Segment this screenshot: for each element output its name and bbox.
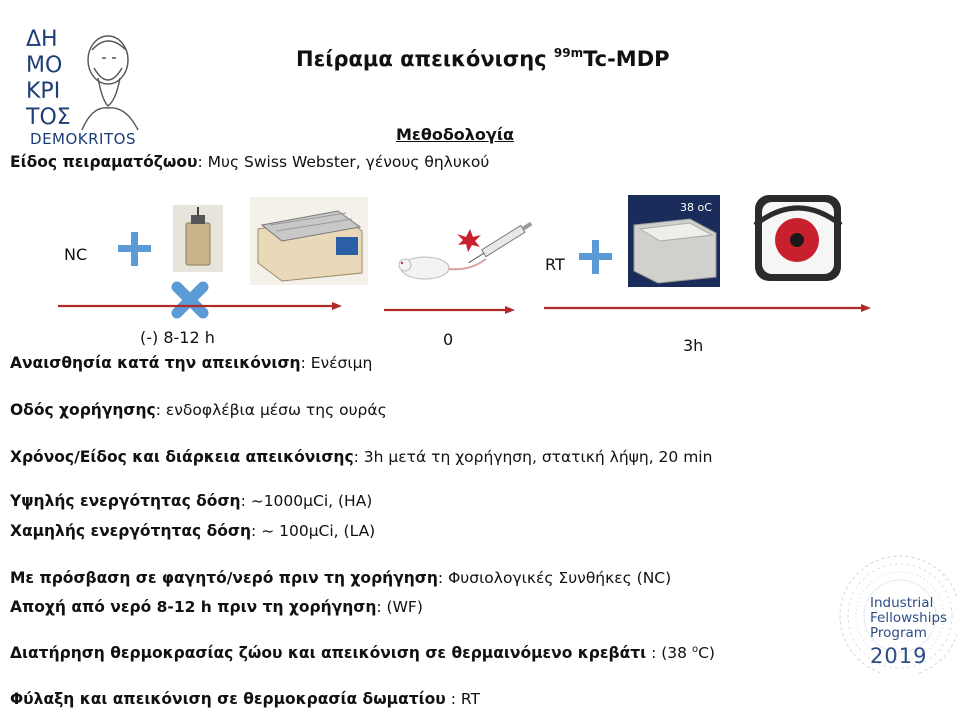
food-access-label: Με πρόσβαση σε φαγητό/νερό πριν τη χορήγηση — [10, 569, 438, 587]
low-dose-label: Χαμηλής ενεργότητας δόση — [10, 522, 252, 540]
timing-line — [10, 448, 712, 466]
room-temperature-value: : RT — [445, 690, 480, 708]
timeline-arrow-injection — [384, 306, 515, 314]
demokritos-emblem — [22, 20, 142, 142]
nc-label: NC — [64, 245, 88, 264]
timing-value: : 3h μετά τη χορήγηση, στατική λήψη, 20 min — [353, 448, 713, 466]
high-dose-label: Υψηλής ενεργότητας δόση — [10, 492, 241, 510]
food-access-value: : Φυσιολογικές Συνθήκες (NC) — [437, 569, 672, 587]
water-fasting-line — [10, 598, 423, 616]
low-dose-line — [10, 522, 375, 540]
cross-icon — [177, 287, 203, 313]
methodology-heading: Μεθοδολογία — [396, 125, 515, 144]
plus-icon-rt — [579, 240, 612, 274]
logo-letters-3: ΚΡΙ — [26, 79, 61, 104]
fellowship-logo-text — [870, 596, 947, 641]
heated-chamber-image — [628, 195, 720, 287]
fellowship-line-2: Fellowships — [870, 610, 948, 626]
rt-label: RT — [545, 255, 565, 274]
temperature-value-pre: : (38 — [646, 644, 692, 662]
plus-icon-nc — [118, 232, 151, 266]
logo-letters-2: ΜΟ — [26, 53, 63, 78]
title-suffix: Tc-MDP — [583, 47, 670, 71]
water-bottle-image — [173, 205, 223, 272]
temperature-line — [10, 644, 715, 662]
route-value: : ενδοφλέβια μέσω της ουράς — [155, 401, 387, 419]
food-access-line — [10, 569, 671, 587]
logo-letters-4: ΤΟΣ — [26, 105, 71, 130]
scanner-image — [755, 195, 841, 281]
temperature-value-post: C) — [698, 644, 715, 662]
low-dose-value: : ~ 100μCi, (LA) — [251, 522, 376, 540]
logo-caption: DEMOKRITOS — [30, 130, 136, 148]
mouse-syringe-image — [399, 220, 533, 279]
species-value: : Μυς Swiss Webster, γένους θηλυκού — [197, 153, 490, 171]
species-label: Είδος πειραματόζωου — [10, 153, 198, 171]
water-fasting-value: : (WF) — [376, 598, 423, 616]
timeline-arrow-uptake — [544, 304, 871, 312]
timing-label: Χρόνος/Είδος και διάρκεια απεικόνισης — [10, 448, 354, 466]
heater-temp-label: 38 oC — [680, 201, 712, 214]
page-title — [296, 46, 670, 71]
route-line — [10, 401, 387, 419]
title-prefix: Πείραμα απεικόνισης — [296, 47, 554, 71]
title-isotope-mass: 99m — [553, 46, 584, 60]
fellowship-year: 2019 — [870, 644, 928, 668]
anesthesia-line — [10, 354, 372, 372]
anesthesia-value: : Ενέσιμη — [300, 354, 373, 372]
fellowship-line-1: Industrial — [870, 595, 934, 611]
high-dose-value: : ~1000μCi, (HA) — [240, 492, 373, 510]
temperature-label: Διατήρηση θερμοκρασίας ζώου και απεικόνιση σε θερμαινόμενο κρεβάτι — [10, 644, 647, 662]
room-temperature-label: Φύλαξη και απεικόνιση σε θερμοκρασία δωματίου — [10, 690, 446, 708]
injection-time-label: 0 — [443, 330, 454, 349]
demokritos-logo — [8, 18, 148, 153]
fellowship-line-3: Program — [870, 625, 927, 641]
mouse-cage-image — [250, 197, 368, 285]
fasting-duration-label: (-) 8-12 h — [140, 328, 215, 347]
uptake-time-label: 3h — [683, 336, 704, 355]
species-line — [10, 153, 489, 171]
logo-letters-1: ΔΗ — [26, 27, 58, 52]
protocol-diagram — [0, 185, 960, 360]
route-label: Οδός χορήγησης — [10, 401, 156, 419]
water-fasting-label: Αποχή από νερό 8-12 h πριν τη χορήγηση — [10, 598, 377, 616]
room-temperature-line — [10, 690, 480, 708]
anesthesia-label: Αναισθησία κατά την απεικόνιση — [10, 354, 301, 372]
high-dose-line — [10, 492, 372, 510]
temperature-degree: o — [691, 644, 699, 655]
